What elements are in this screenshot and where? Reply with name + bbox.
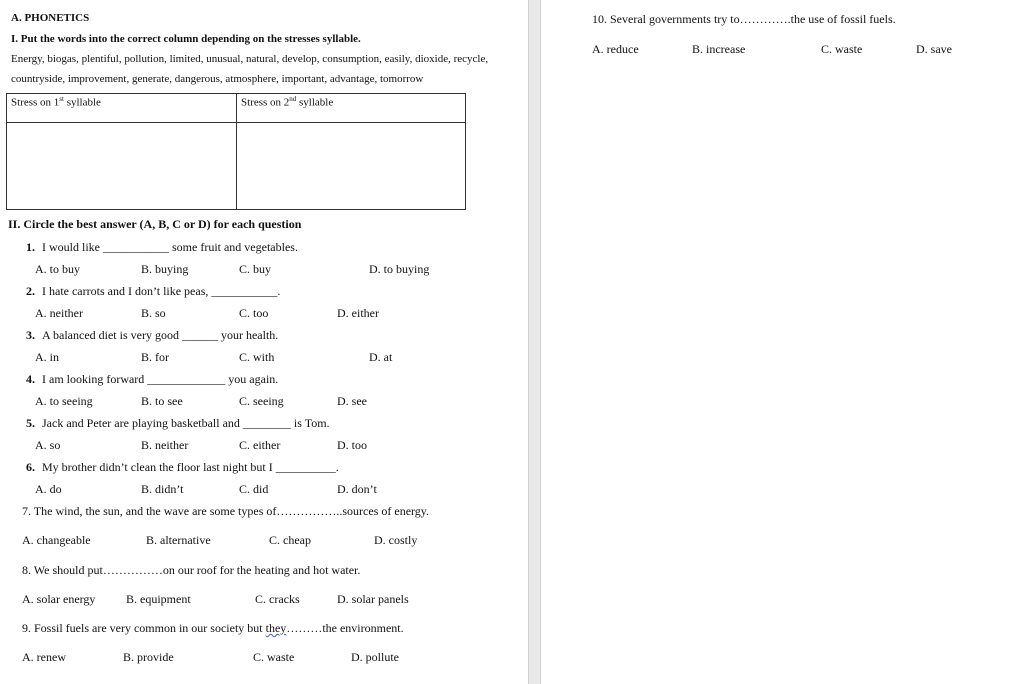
q9-spellcheck-word: they: [265, 621, 287, 635]
q9-option-c[interactable]: C. waste: [253, 650, 295, 664]
q1-option-d[interactable]: D. to buying: [369, 262, 430, 276]
part2-heading: II. Circle the best answer (A, B, C or D) for each question: [8, 217, 302, 231]
q7-option-d[interactable]: D. costly: [374, 533, 418, 547]
q10-option-d[interactable]: D. save: [916, 42, 952, 56]
q9-option-a[interactable]: A. renew: [22, 650, 66, 664]
q7-option-c[interactable]: C. cheap: [269, 533, 311, 547]
q3-option-d[interactable]: D. at: [369, 350, 393, 364]
q4-option-a[interactable]: A. to seeing: [35, 394, 93, 408]
q9-text: 9. Fossil fuels are very common in our society but they………the environment.: [22, 621, 404, 635]
q1-option-c[interactable]: C. buy: [239, 262, 272, 276]
q7-text: 7. The wind, the sun, and the wave are some types of……………..sources of energy.: [22, 504, 430, 518]
q2-number: 2.: [26, 284, 35, 298]
q9-option-d[interactable]: D. pollute: [351, 650, 399, 664]
q8-option-a[interactable]: A. solar energy: [22, 592, 96, 606]
q1-number: 1.: [26, 240, 35, 254]
q7-option-a[interactable]: A. changeable: [22, 533, 91, 547]
q5-text: Jack and Peter are playing basketball and ________ is Tom.: [42, 416, 330, 430]
q3-option-c[interactable]: C. with: [239, 350, 275, 364]
q2-text: I hate carrots and I don’t like peas, ___________.: [42, 284, 281, 298]
word-list-line1: Energy, biogas, plentiful, pollution, limited, unusual, natural, develop, consumption, easily, dioxide, recycle,: [11, 53, 489, 65]
q4-text: I am looking forward _____________ you again.: [42, 372, 279, 386]
q10-text: 10. Several governments try to………….the use of fossil fuels.: [592, 12, 896, 26]
stress-col1-header: Stress on 1st syllable: [7, 94, 237, 123]
q5-number: 5.: [26, 416, 35, 430]
q6-number: 6.: [26, 460, 35, 474]
q3-number: 3.: [26, 328, 35, 342]
q10-option-b[interactable]: B. increase: [692, 42, 746, 56]
q3-text: A balanced diet is very good ______ your health.: [42, 328, 279, 342]
q3-option-b[interactable]: B. for: [141, 350, 169, 364]
q2-option-c[interactable]: C. too: [239, 306, 269, 320]
q10-option-c[interactable]: C. waste: [821, 42, 863, 56]
stress-col2-header: Stress on 2nd syllable: [237, 94, 466, 123]
stress-table: [6, 93, 466, 210]
q8-text: 8. We should put……………on our roof for the heating and hot water.: [22, 563, 361, 577]
q2-option-b[interactable]: B. so: [141, 306, 166, 320]
q5-option-a[interactable]: A. so: [35, 438, 61, 452]
q5-option-b[interactable]: B. neither: [141, 438, 189, 452]
q3-option-a[interactable]: A. in: [35, 350, 59, 364]
q2-option-a[interactable]: A. neither: [35, 306, 83, 320]
q10-option-a[interactable]: A. reduce: [592, 42, 639, 56]
q4-option-d[interactable]: D. see: [337, 394, 367, 408]
q1-option-a[interactable]: A. to buy: [35, 262, 80, 276]
q6-text: My brother didn’t clean the floor last night but I __________.: [42, 460, 339, 474]
q1-option-b[interactable]: B. buying: [141, 262, 189, 276]
q8-option-c[interactable]: C. cracks: [255, 592, 300, 606]
q2-option-d[interactable]: D. either: [337, 306, 379, 320]
q9-option-b[interactable]: B. provide: [123, 650, 174, 664]
q6-option-c[interactable]: C. did: [239, 482, 269, 496]
word-list-line2: countryside, improvement, generate, dangerous, atmosphere, important, advantage, tomorrow: [11, 73, 424, 85]
q8-option-d[interactable]: D. solar panels: [337, 592, 409, 606]
part1-heading: I. Put the words into the correct column depending on the stresses syllable.: [11, 33, 361, 45]
q8-option-b[interactable]: B. equipment: [126, 592, 191, 606]
q6-option-d[interactable]: D. don’t: [337, 482, 377, 496]
q6-option-b[interactable]: B. didn’t: [141, 482, 184, 496]
document-page-right: [541, 0, 1024, 684]
stress-col2-cell[interactable]: [237, 123, 466, 210]
q7-option-b[interactable]: B. alternative: [146, 533, 211, 547]
q5-option-c[interactable]: C. either: [239, 438, 281, 452]
section-title: A. PHONETICS: [11, 12, 90, 24]
q6-option-a[interactable]: A. do: [35, 482, 62, 496]
stress-col1-cell[interactable]: [7, 123, 237, 210]
q5-option-d[interactable]: D. too: [337, 438, 367, 452]
q4-option-c[interactable]: C. seeing: [239, 394, 284, 408]
q1-text: I would like ___________ some fruit and vegetables.: [42, 240, 298, 254]
q4-number: 4.: [26, 372, 35, 386]
page-separator: [528, 0, 541, 684]
q4-option-b[interactable]: B. to see: [141, 394, 183, 408]
